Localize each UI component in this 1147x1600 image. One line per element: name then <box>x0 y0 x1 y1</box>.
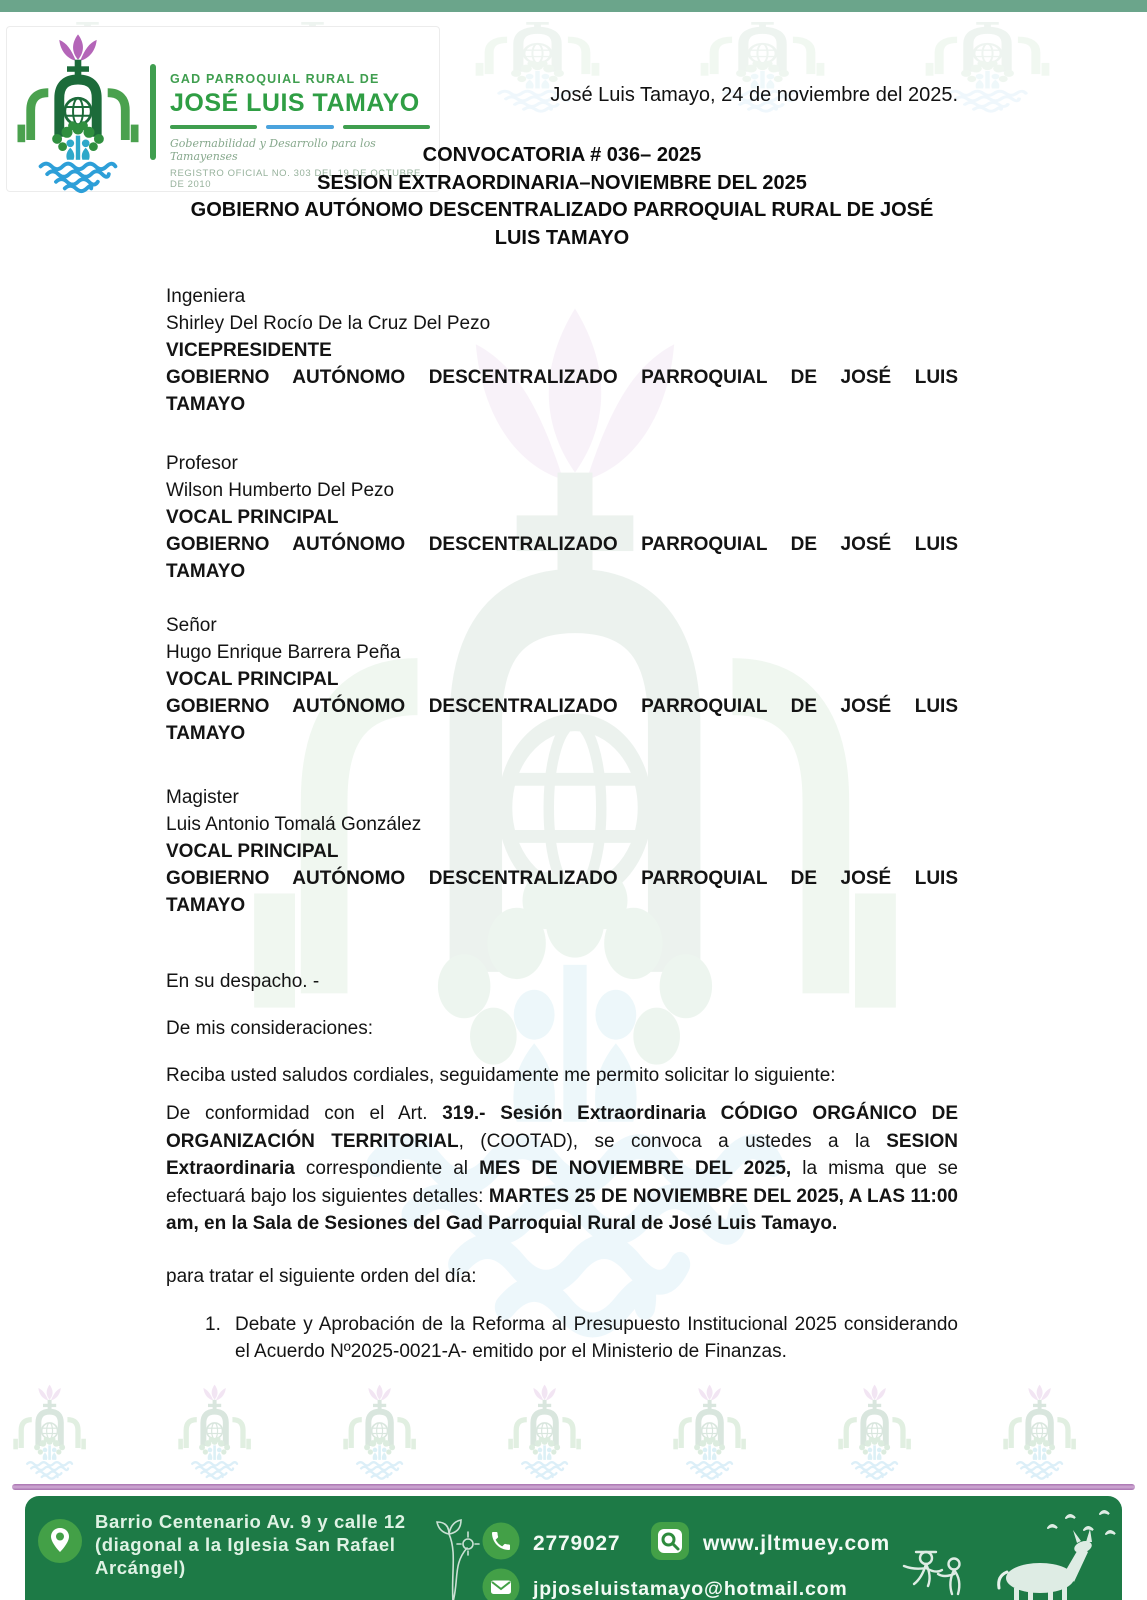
phone-number: 2779027 <box>533 1531 621 1555</box>
footer-address <box>95 1510 440 1579</box>
recipient-title: Señor <box>166 615 217 636</box>
gad-full-name: GOBIERNO AUTÓNOMO DESCENTRALIZADO PARROQUIAL RURAL DE JOSÉ LUIS TAMAYO <box>190 199 934 249</box>
address-line: Arcángel) <box>95 1557 186 1578</box>
recipient-vocal-1 <box>166 450 958 585</box>
top-green-bar <box>0 0 1147 12</box>
convocatoria-number: CONVOCATORIA # 036– 2025 <box>422 144 702 166</box>
website-url: www.jltmuey.com <box>703 1531 891 1555</box>
org-tagline: Gobernabilidad y Desarrollo para los Tamayenses <box>170 137 376 163</box>
logo-divider-bar <box>150 64 156 160</box>
recipient-org-line2: TAMAYO <box>166 561 246 582</box>
recipient-org-line2: TAMAYO <box>166 394 246 415</box>
salutation-consideraciones: De mis consideraciones: <box>166 1018 373 1039</box>
letter-dateline: José Luis Tamayo, 24 de noviembre del 2025. <box>550 84 958 106</box>
recipient-role: VOCAL PRINCIPAL <box>166 841 339 862</box>
footer-banner <box>25 1496 1122 1600</box>
footer-phone <box>482 1522 620 1565</box>
recipient-role: VICEPRESIDENTE <box>166 340 332 361</box>
letter-title-block <box>166 142 958 252</box>
recipient-name: Hugo Enrique Barrera Peña <box>166 642 401 663</box>
address-line: Barrio Centenario Av. 9 y calle 12 <box>95 1511 406 1532</box>
recipient-role: VOCAL PRINCIPAL <box>166 669 339 690</box>
greeting-line: Reciba usted saludos cordiales, seguidamente me permito solicitar lo siguiente: <box>166 1065 836 1086</box>
recipient-org-line1: GOBIERNO AUTÓNOMO DESCENTRALIZADO PARROQUIAL DE JOSÉ LUIS <box>166 534 958 555</box>
footer-divider-line <box>12 1484 1135 1490</box>
watermark-row-bottom <box>5 1382 1145 1482</box>
letter-body <box>166 283 958 1365</box>
recipient-org-line1: GOBIERNO AUTÓNOMO DESCENTRALIZADO PARROQUIAL DE JOSÉ LUIS <box>166 367 958 388</box>
recipient-title: Profesor <box>166 453 238 474</box>
agenda-item-number: 1. <box>205 1313 221 1335</box>
registro-oficial-label: REGISTRO OFICIAL NO. 303 DEL 19 DE OCTUBRE DE 2010 <box>170 168 421 190</box>
order-of-day-intro: para tratar el siguiente orden del día: <box>166 1265 477 1287</box>
address-line: (diagonal a la Iglesia San Rafael <box>95 1534 396 1555</box>
recipient-title: Ingeniera <box>166 286 246 307</box>
org-name-label: JOSÉ LUIS TAMAYO <box>170 89 420 117</box>
rural-scene-line-art <box>880 1500 1118 1600</box>
recipient-vocal-2 <box>166 612 958 747</box>
salutation-despacho: En su despacho. - <box>166 971 320 992</box>
session-type: SESION EXTRAORDINARIA–NOVIEMBRE DEL 2025 <box>317 171 807 194</box>
agenda-item-1 <box>166 1311 958 1365</box>
convocation-paragraph: De conformidad con el Art. 319.- Sesión Extraordinaria CÓDIGO ORGÁNICO DE ORGANIZACIÓN TERRITORIAL, (COOTAD), se convoca a ustedes a la SESION Extraordinaria correspondiente al MES DE NOVIEMBRE DEL 2025, la misma que se efectuará bajo los siguientes detalles: MARTES 25 DE NOVIEMBRE DEL 2025, A LAS 11:00 am, en la Sala de Sesiones del Gad Parroquial Rural de José Luis Tamayo. <box>166 1103 959 1234</box>
flower-line-art <box>423 1504 485 1600</box>
recipient-org-line2: TAMAYO <box>166 723 246 744</box>
recipient-title: Magister <box>166 787 239 808</box>
recipient-vocal-3 <box>166 784 958 919</box>
recipient-org-line1: GOBIERNO AUTÓNOMO DESCENTRALIZADO PARROQUIAL DE JOSÉ LUIS <box>166 868 958 889</box>
parish-crest-logo <box>12 30 144 188</box>
org-type-label: GAD PARROQUIAL RURAL DE <box>170 72 380 86</box>
recipient-name: Wilson Humberto Del Pezo <box>166 480 395 501</box>
agenda-item-text: Debate y Aprobación de la Reforma al Presupuesto Institucional 2025 considerando el Acuerdo Nº2025-0021-A- emitido por el Ministerio de Finanzas. <box>235 1313 958 1362</box>
recipient-role: VOCAL PRINCIPAL <box>166 507 339 528</box>
footer-website <box>650 1521 890 1566</box>
recipient-org-line1: GOBIERNO AUTÓNOMO DESCENTRALIZADO PARROQUIAL DE JOSÉ LUIS <box>166 696 958 717</box>
recipient-name: Luis Antonio Tomalá González <box>166 814 422 835</box>
phone-icon <box>482 1522 520 1565</box>
recipient-org-line2: TAMAYO <box>166 895 246 916</box>
footer-email <box>482 1568 847 1600</box>
envelope-icon <box>482 1568 520 1600</box>
recipient-vicepresidente <box>166 283 958 418</box>
logo-underline-dashes <box>170 125 430 129</box>
recipient-name: Shirley Del Rocío De la Cruz Del Pezo <box>166 313 491 334</box>
email-address: jpjoseluistamayo@hotmail.com <box>533 1578 848 1600</box>
globe-search-icon <box>650 1521 690 1566</box>
location-pin-icon <box>37 1518 83 1564</box>
